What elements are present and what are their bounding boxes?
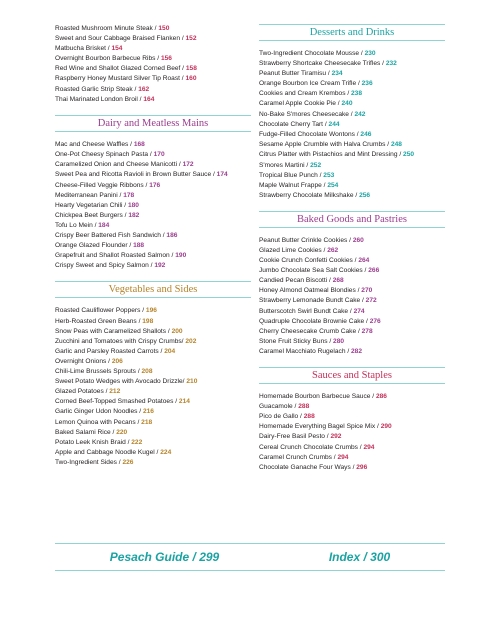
entry-title: Sweet Pea and Ricotta Ravioli in Brown Butter Sauce / (55, 171, 215, 179)
entry-page: 268 (332, 277, 344, 285)
entry-title: Matbucha Brisket / (55, 45, 110, 53)
entry-page: 244 (328, 120, 340, 128)
entry-title: One-Pot Cheesy Spinach Pasta / (55, 150, 152, 158)
entry-page: 204 (164, 347, 176, 355)
entry-title: Cereal Crunch Chocolate Crumbs / (259, 443, 362, 451)
entry-title: Overnight Bourbon Barbecue Ribs / (55, 55, 160, 63)
toc-entry[interactable] (55, 34, 251, 44)
entry-page: 280 (333, 337, 345, 345)
entry-page: 182 (128, 211, 140, 219)
entry-page: 236 (361, 80, 373, 88)
toc-entry[interactable] (55, 428, 251, 438)
entry-page: 208 (141, 368, 153, 376)
entry-page: 170 (153, 150, 165, 158)
entry-page: 292 (330, 433, 342, 441)
toc-entry[interactable] (55, 306, 251, 316)
entry-title: Fudge-Filled Chocolate Wontons / (259, 130, 359, 138)
toc-entry[interactable] (259, 453, 445, 463)
entry-page: 188 (133, 242, 145, 250)
entry-page: 200 (171, 327, 183, 335)
toc-entry[interactable] (55, 397, 251, 407)
entry-title: Sesame Apple Crumble with Halva Crumbs / (259, 140, 390, 148)
entry-title: Glazed Lime Cookies / (259, 247, 326, 254)
baked-list (259, 236, 445, 357)
toc-entry[interactable] (55, 418, 251, 428)
entry-page: 288 (303, 413, 315, 421)
toc-entry[interactable] (259, 463, 445, 473)
entry-page: 276 (369, 317, 381, 325)
entry-page: 190 (175, 252, 187, 260)
entry-title: Herb-Roasted Green Beans / (55, 317, 141, 325)
entry-page: 274 (353, 307, 365, 315)
entry-page: 154 (111, 45, 123, 53)
toc-entry[interactable] (259, 317, 445, 327)
entry-title: Sweet Potato Wedges with Avocado Drizzle/ (55, 378, 185, 386)
toc-entry[interactable] (55, 64, 251, 74)
entry-title: Sweet and Sour Cabbage Braised Flanken / (55, 35, 184, 43)
entry-page: 158 (185, 65, 197, 73)
entry-title: No-Bake S'mores Cheesecake / (259, 110, 353, 118)
toc-entry[interactable] (55, 317, 251, 327)
toc-entry[interactable] (259, 266, 445, 276)
entry-title: Glazed Potatoes / (55, 388, 108, 396)
entry-page: 172 (182, 160, 194, 168)
toc-entry[interactable] (55, 160, 251, 170)
entry-title: Apple and Cabbage Noodle Kugel / (55, 448, 159, 456)
entry-title: Cheese-Filled Veggie Ribbons / (55, 181, 148, 189)
entry-title: Chickpea Beet Burgers / (55, 211, 127, 219)
entry-title: Caramel Macchiato Rugelach / (259, 347, 350, 355)
entry-page: 266 (368, 267, 380, 275)
entry-page: 226 (122, 458, 134, 466)
baked-section-title: Baked Goods and Pastries (259, 211, 445, 228)
toc-entry[interactable] (55, 377, 251, 387)
toc-entry[interactable] (55, 211, 251, 221)
entry-title: Homemade Bourbon Barbecue Sauce / (259, 393, 375, 401)
toc-entry[interactable] (259, 161, 445, 171)
entry-page: 198 (142, 317, 154, 325)
entry-page: 246 (360, 130, 372, 138)
toc-entry[interactable] (55, 95, 251, 105)
entry-title: S'mores Martini / (259, 161, 309, 169)
toc-entry[interactable] (259, 327, 445, 337)
toc-entry[interactable] (259, 347, 445, 357)
entry-page: 150 (158, 25, 170, 32)
entry-page: 178 (123, 191, 135, 199)
entry-title: Tropical Blue Punch / (259, 171, 322, 179)
toc-entry[interactable] (259, 276, 445, 286)
toc-entry[interactable] (259, 236, 445, 246)
entry-title: Maple Walnut Frappe / (259, 181, 326, 189)
toc-entry[interactable] (55, 407, 251, 417)
entry-page: 186 (166, 232, 178, 240)
entry-title: Candied Pecan Biscotti / (259, 277, 331, 285)
entry-page: 262 (327, 247, 339, 254)
entry-title: Garlic Ginger Udon Noodles / (55, 408, 142, 416)
toc-entry[interactable] (55, 201, 251, 211)
entry-page: 254 (327, 181, 339, 189)
toc-entry[interactable] (55, 347, 251, 357)
vegetables-section-title: Vegetables and Sides (55, 281, 251, 298)
entry-title: Chili-Lime Brussels Sprouts / (55, 368, 140, 376)
entry-page: 164 (143, 95, 155, 103)
entry-page: 222 (131, 438, 143, 446)
toc-entry[interactable] (55, 171, 251, 180)
entry-title: Chocolate Ganache Four Ways / (259, 463, 355, 471)
entry-page: 290 (380, 423, 392, 431)
entry-title: Guacamole / (259, 403, 297, 411)
toc-entry[interactable] (259, 443, 445, 453)
entry-page: 184 (98, 222, 110, 229)
toc-entry[interactable] (259, 392, 445, 402)
toc-entry[interactable] (259, 120, 445, 130)
entry-title: Orange Bourbon Ice Cream Trifle / (259, 80, 360, 88)
entry-page: 288 (298, 403, 310, 411)
toc-entry[interactable] (259, 49, 445, 59)
entry-page: 224 (160, 448, 172, 456)
entry-page: 296 (356, 463, 368, 471)
footer (55, 543, 445, 571)
entry-title: Potato Leek Knish Braid / (55, 438, 130, 446)
entry-title: Zucchini and Tomatoes with Crispy Crumbs/ (55, 337, 184, 345)
toc-entry[interactable] (55, 337, 251, 347)
entry-title: Hearty Vegetarian Chili / (55, 201, 127, 209)
entry-page: 202 (185, 337, 197, 345)
toc-entry[interactable] (55, 221, 251, 231)
entry-title: Pico de Gallo / (259, 413, 302, 421)
entry-page: 192 (154, 262, 166, 270)
toc-entry[interactable] (259, 59, 445, 69)
toc-entry[interactable] (55, 85, 251, 95)
entry-page: 196 (145, 307, 157, 315)
entry-page: 180 (127, 201, 139, 209)
entry-title: Strawberry Shortcake Cheesecake Trifles / (259, 60, 384, 68)
entry-title: Orange Glazed Flounder / (55, 242, 132, 250)
entry-page: 253 (323, 171, 335, 179)
entry-title: Mediterranean Panini / (55, 191, 122, 199)
toc-entry[interactable] (55, 54, 251, 64)
toc-entry[interactable] (259, 140, 445, 150)
entry-page: 238 (351, 90, 363, 98)
entry-page: 282 (351, 347, 363, 355)
entry-title: Thai Marinated London Broil / (55, 95, 142, 103)
toc-entry[interactable] (259, 286, 445, 296)
left-column (55, 24, 251, 468)
entry-page: 216 (142, 408, 154, 416)
toc-entry[interactable] (259, 191, 445, 201)
entry-page: 160 (185, 75, 197, 83)
entry-title: Caramel Crunch Crumbs / (259, 453, 336, 461)
dairy-section-title: Dairy and Meatless Mains (55, 115, 251, 132)
entry-title: Jumbo Chocolate Sea Salt Cookies / (259, 267, 367, 275)
entry-page: 260 (352, 236, 364, 244)
entry-title: Caramelized Onion and Cheese Manicotti / (55, 160, 181, 168)
toc-entry[interactable] (55, 231, 251, 241)
entry-title: Lemon Quinoa with Pecans / (55, 418, 140, 426)
entry-page: 250 (403, 150, 415, 158)
entry-title: Strawberry Chocolate Milkshake / (259, 191, 358, 199)
entry-title: Cookie Crunch Confetti Cookies / (259, 257, 357, 265)
entry-title: Cherry Cheesecake Crumb Cake / (259, 327, 360, 335)
entry-page: 162 (138, 85, 150, 93)
entry-page: 214 (178, 398, 190, 406)
pesach-guide-label: Pesach Guide / (109, 550, 196, 564)
entry-title: Stone Fruit Sticky Buns / (259, 337, 332, 345)
toc-entry[interactable] (259, 296, 445, 306)
entry-page: 294 (337, 453, 349, 461)
entry-title: Mac and Cheese Waffles / (55, 140, 132, 148)
entry-page: 218 (141, 418, 153, 426)
toc-entry[interactable] (55, 24, 251, 34)
entry-page: 152 (185, 35, 197, 43)
entry-page: 176 (149, 181, 161, 189)
entry-title: Red Wine and Shallot Glazed Corned Beef / (55, 65, 185, 73)
entry-title: Two-Ingredient Sides / (55, 458, 121, 466)
entry-title: Garlic and Parsley Roasted Carrots / (55, 347, 163, 355)
entry-page: 174 (216, 171, 228, 179)
toc-entry[interactable] (259, 422, 445, 432)
toc-entry[interactable] (55, 367, 251, 377)
entry-page: 230 (364, 50, 376, 57)
entry-title: Corned Beef-Topped Smashed Potatoes / (55, 398, 178, 406)
meat-list (55, 24, 251, 105)
toc-entry[interactable] (55, 387, 251, 397)
entry-page: 270 (361, 287, 373, 295)
toc-entry[interactable] (259, 337, 445, 347)
toc-entry[interactable] (259, 130, 445, 140)
entry-page: 210 (186, 378, 198, 386)
entry-page: 278 (361, 327, 373, 335)
toc-entry[interactable] (55, 458, 251, 468)
desserts-list (259, 49, 445, 201)
toc-entry[interactable] (259, 99, 445, 109)
entry-title: Honey Almond Oatmeal Blondies / (259, 287, 360, 295)
desserts-section-title: Desserts and Drinks (259, 24, 445, 41)
toc-entry[interactable] (259, 432, 445, 442)
entry-page: 286 (375, 393, 387, 401)
entry-page: 168 (133, 140, 145, 148)
toc-entry[interactable] (259, 89, 445, 99)
toc-entry[interactable] (55, 251, 251, 261)
sauces-section-title: Sauces and Staples (259, 367, 445, 384)
entry-title: Crispy Beer Battered Fish Sandwich / (55, 232, 165, 240)
entry-title: Roasted Cauliflower Poppers / (55, 307, 145, 315)
toc-entry[interactable] (55, 438, 251, 448)
entry-title: Citrus Platter with Pistachios and Mint Dressing / (259, 150, 402, 158)
toc-entry[interactable] (55, 448, 251, 458)
toc-entry[interactable] (55, 74, 251, 84)
sauces-list (259, 392, 445, 473)
toc-entry[interactable] (259, 69, 445, 79)
toc-entry[interactable] (259, 307, 445, 317)
entry-title: Overnight Onions / (55, 357, 110, 365)
entry-title: Caramel Apple Cookie Pie / (259, 100, 340, 108)
entry-title: Cookies and Cream Krembos / (259, 90, 350, 98)
toc-entry[interactable] (55, 327, 251, 337)
entry-title: Peanut Butter Crinkle Cookies / (259, 236, 351, 244)
toc-entry[interactable] (55, 150, 251, 160)
toc-entry[interactable] (259, 246, 445, 256)
entry-title: Grapefruit and Shallot Roasted Salmon / (55, 252, 174, 260)
toc-entry[interactable] (259, 181, 445, 191)
toc-entry[interactable] (259, 256, 445, 266)
entry-title: Raspberry Honey Mustard Silver Tip Roast / (55, 75, 184, 83)
entry-title: Peanut Butter Tiramisu / (259, 70, 330, 78)
entry-page: 294 (363, 443, 375, 451)
entry-page: 264 (358, 257, 370, 265)
pesach-guide-link[interactable] (110, 550, 219, 564)
entry-page: 252 (310, 161, 322, 169)
toc-entry[interactable] (55, 191, 251, 201)
entry-title: Homemade Everything Bagel Spice Mix / (259, 423, 379, 431)
entry-title: Dairy-Free Basil Pesto / (259, 433, 329, 441)
entry-page: 232 (385, 60, 397, 68)
entry-page: 156 (160, 55, 172, 63)
entry-title: Quadruple Chocolate Brownie Cake / (259, 317, 368, 325)
entry-title: Strawberry Lemonade Bundt Cake / (259, 297, 364, 305)
toc-entry[interactable] (55, 357, 251, 367)
pesach-guide-page: 299 (199, 550, 220, 564)
index-page: 300 (370, 550, 391, 564)
toc-entry[interactable] (55, 261, 251, 271)
entry-title: Baked Salami Rice / (55, 428, 115, 436)
entry-title: Butterscotch Swirl Bundt Cake / (259, 307, 352, 315)
entry-page: 220 (116, 428, 128, 436)
toc-entry[interactable] (259, 79, 445, 89)
entry-title: Roasted Mushroom Minute Steak / (55, 25, 157, 32)
toc-entry[interactable] (259, 412, 445, 422)
entry-page: 248 (390, 140, 402, 148)
entry-title: Snow Peas with Caramelized Shallots / (55, 327, 170, 335)
toc-entry[interactable] (55, 44, 251, 54)
entry-title: Tofu Lo Mein / (55, 222, 97, 229)
entry-title: Two-Ingredient Chocolate Mousse / (259, 50, 363, 57)
entry-title: Crispy Sweet and Spicy Salmon / (55, 262, 153, 270)
toc-entry[interactable] (55, 181, 251, 191)
toc-entry[interactable] (259, 171, 445, 181)
entry-title: Roasted Garlic Strip Steak / (55, 85, 137, 93)
entry-page: 272 (365, 297, 377, 305)
right-column (259, 24, 445, 473)
entry-page: 234 (331, 70, 343, 78)
index-label: Index / (328, 550, 367, 564)
entry-page: 206 (111, 357, 123, 365)
index-link[interactable] (329, 550, 390, 564)
entry-page: 256 (359, 191, 371, 199)
toc-entry[interactable] (259, 110, 445, 120)
entry-title: Chocolate Cherry Tart / (259, 120, 327, 128)
vegetables-list (55, 306, 251, 468)
dairy-list (55, 140, 251, 272)
entry-page: 212 (109, 388, 121, 396)
toc-entry[interactable] (55, 241, 251, 251)
toc-entry[interactable] (55, 140, 251, 150)
toc-entry[interactable] (259, 402, 445, 412)
entry-page: 242 (354, 110, 366, 118)
entry-page: 240 (341, 100, 353, 108)
toc-entry[interactable] (259, 151, 445, 160)
